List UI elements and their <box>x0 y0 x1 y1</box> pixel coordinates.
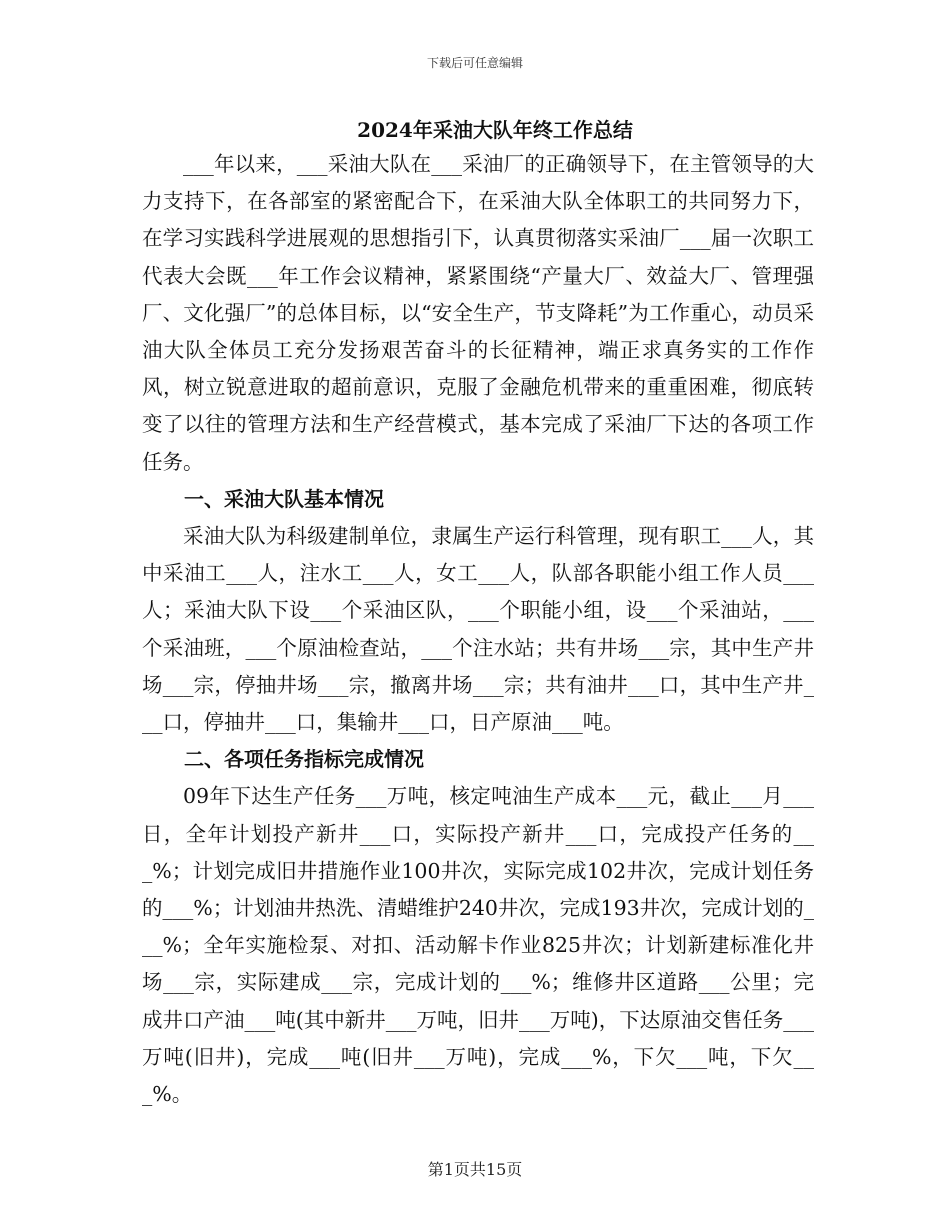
header-note: 下载后可任意编辑 <box>426 56 523 70</box>
page-number: 第1页共15页 <box>427 1160 523 1179</box>
section-heading-basic-info: 一、采油大队基本情况 <box>184 486 384 511</box>
basic-info-paragraph: 采油大队为科级建制单位，隶属生产运行科管理，现有职工___人，其中采油工___人，注水工___人，女工___人，队部各职能小组工作人员___人；采油大队下设___个采油区队，___个职能小组，设___个采油站，___个采油班，___个原油检查站，___个注水站；共有井场___宗，其中生产井场___宗，停抽井场___宗，撤离井场___宗；共有油井___口，其中生产井___口，停抽井___口，集输井___口，日产原油___吨。 <box>142 524 814 735</box>
document-title: 2024年采油大队年终工作总结 <box>357 118 633 142</box>
task-completion-paragraph: 09年下达生产任务___万吨，核定吨油生产成本___元，截止___月___日，全年计划投产新井___口，实际投产新井___口，完成投产任务的___%；计划完成旧井措施作业100井次，实际完成102井次，完成计划任务的___%；计划油井热洗、清蜡维护240井次，完成193井次，完成计划的___%；全年实施检泵、对扣、活动解卡作业825井次；计划新建标准化井场___宗，实际建成___宗，完成计划的___%；维修井区道路___公里；完成井口产油___吨(其中新井___万吨，旧井___万吨)，下达原油交售任务___万吨(旧井)，完成___吨(旧井___万吨)，完成___%，下欠___吨，下欠___%。 <box>142 784 814 1107</box>
intro-paragraph: ___年以来，___采油大队在___采油厂的正确领导下，在主管领导的大力支持下，在各部室的紧密配合下，在采油大队全体职工的共同努力下，在学习实践科学进展观的思想指引下，认真贯彻落实采油厂___届一次职工代表大会既___年工作会议精神，紧紧围绕“产量大厂、效益大厂、管理强厂、文化强厂”的总体目标，以“安全生产，节支降耗”为工作重心，动员采油大队全体员工充分发扬艰苦奋斗的长征精神，端正求真务实的工作作风，树立锐意进取的超前意识，克服了金融危机带来的重重困难，彻底转变了以往的管理方法和生产经营模式，基本完成了采油厂下达的各项工作任务。 <box>142 152 814 474</box>
section-heading-task-completion: 二、各项任务指标完成情况 <box>184 747 424 772</box>
document-body <box>142 146 814 1113</box>
